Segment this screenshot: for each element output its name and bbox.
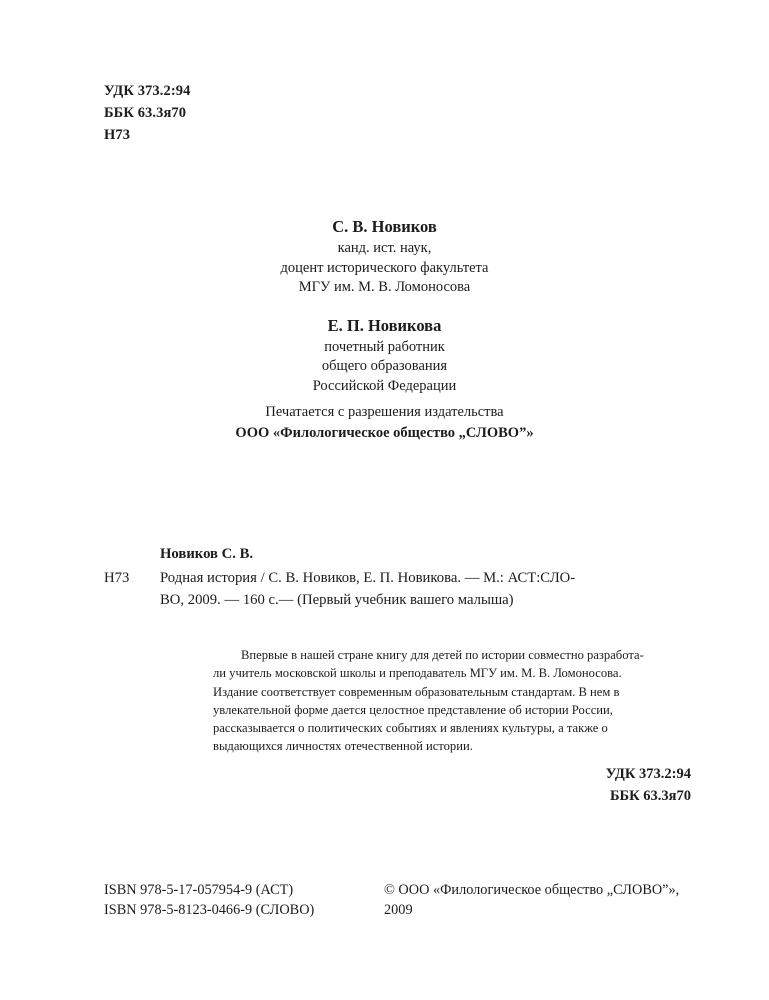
- annotation-line: выдающихся личностях отечественной истории.: [213, 739, 473, 754]
- annotation-line: Впервые в нашей стране книгу для детей по истории совместно разработа-: [241, 648, 644, 662]
- author-name: С. В. Новиков: [332, 217, 437, 236]
- biblio-author-heading: Новиков С. В.: [160, 546, 254, 562]
- isbn-list: [104, 880, 314, 920]
- annotation-line: ли учитель московской школы и преподаватель МГУ им. М. В. Ломоносова.: [213, 666, 622, 681]
- author-credential: Российской Федерации: [312, 377, 457, 394]
- annotation-line: увлекательной форме дается целостное представление об истории России,: [213, 702, 613, 717]
- author-credential: канд. ист. наук,: [337, 240, 432, 256]
- udk-code: УДК 373.2:94: [104, 83, 191, 99]
- authors-block: [0, 216, 769, 396]
- biblio-description: [104, 567, 690, 612]
- permission-notice: [0, 402, 769, 444]
- bibliographic-record: [104, 543, 690, 612]
- udk-code-footer: УДК 373.2:94: [605, 766, 691, 782]
- author-credential: доцент исторического факультета: [280, 259, 489, 276]
- annotation-text: [213, 646, 691, 756]
- author-credential: общего образования: [321, 358, 448, 374]
- annotation-line: Издание соответствует современным образовательным стандартам. В нем в: [213, 684, 620, 699]
- isbn-slovo: ISBN 978-5-8123-0466-9 (СЛОВО): [104, 902, 315, 918]
- biblio-index-code: Н73: [104, 569, 130, 586]
- copyright-holder: © ООО «Филологическое общество „СЛОВО”»,: [384, 882, 680, 898]
- author-entry: [0, 315, 769, 397]
- isbn-ast: ISBN 978-5-17-057954-9 (АСТ): [104, 882, 294, 898]
- annotation-line: рассказывается о политических событиях и явлениях культуры, а также о: [213, 721, 608, 736]
- copyright-year: 2009: [384, 902, 413, 918]
- publisher-name: ООО «Филологическое общество „СЛОВО”»: [235, 425, 534, 441]
- biblio-line: ВО, 2009. — 160 с.— (Первый учебник вашего малыша): [160, 592, 514, 608]
- classification-footer: [400, 763, 691, 807]
- bbk-code-footer: ББК 63.3я70: [609, 788, 691, 804]
- biblio-line: Родная история / С. В. Новиков, Е. П. Новикова. — М.: АСТ:СЛО-: [160, 569, 576, 586]
- author-credential: МГУ им. М. В. Ломоносова: [298, 279, 471, 295]
- bbk-code: ББК 63.3я70: [104, 105, 187, 121]
- classification-header: [104, 80, 190, 146]
- author-index-code: Н73: [104, 127, 131, 143]
- permission-line: Печатается с разрешения издательства: [265, 404, 504, 420]
- author-credential: почетный работник: [324, 338, 445, 355]
- copyright-block: [384, 880, 679, 920]
- author-name: Е. П. Новикова: [327, 315, 442, 335]
- author-entry: [0, 216, 769, 298]
- colophon: [0, 880, 769, 940]
